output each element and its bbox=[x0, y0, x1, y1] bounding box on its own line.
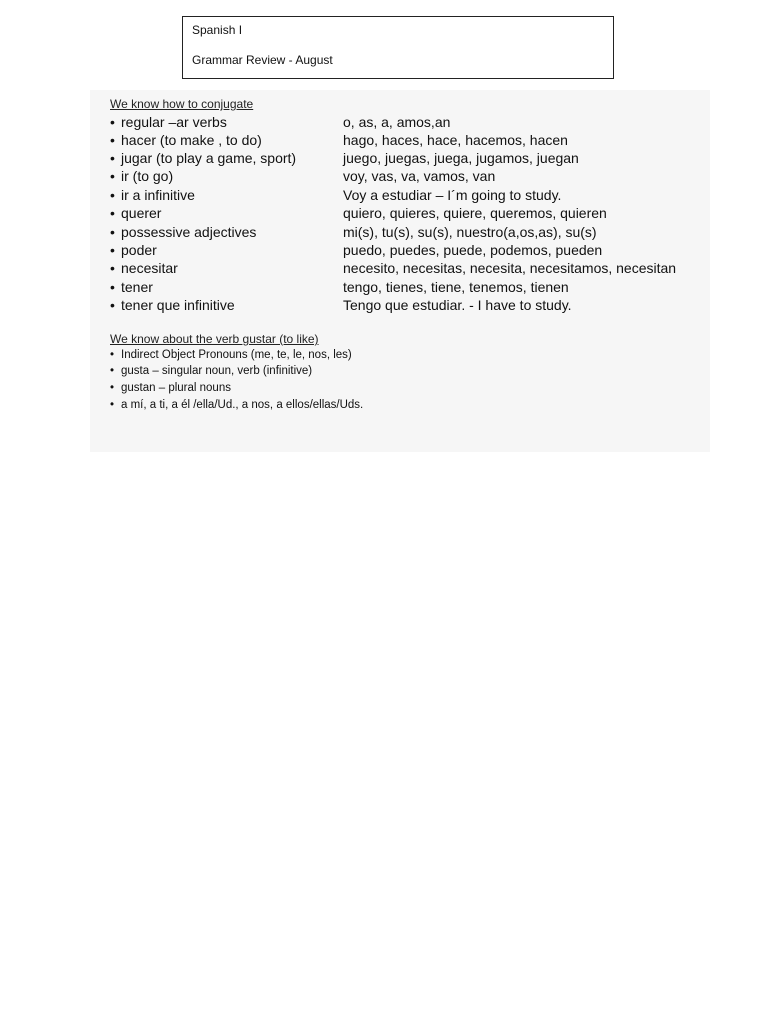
scanned-notes-image: We know how to conjugate • regular –ar verbs o, as, a, amos,an • hacer (to make , to do) hago, haces, hace, hacemos, hacen • jugar (to play a game, sport) juego, juegas, juega, jugamos, juegan • ir (to go) voy, vas, va, vamos, van • ir a infinitive Voy a estudiar – I´m going to study. • querer quiero, quieres, quiere, queremos, quieren • possessive adjectives mi(s), tu(s), su(s), nuestro(a,os,as), su(s) • poder puedo, puedes, puede, podemos, pueden • necesitar necesito, necesitas, necesita, necesitamos, necesitan • tener tengo, tienes, tiene, tenemos, tienen • tener que infinitive Tengo que estudiar. - I have to study. We know about the verb gustar (to like) • Indirect Object Pronouns (me, te, le, nos, les) • gusta – singular noun, verb (infinitive) • gustan – plural nouns • a mí, a ti, a él /ella/Ud., a nos, a ellos/ellas/Uds. bbox=[90, 90, 710, 452]
conjugate-heading: We know how to conjugate bbox=[110, 97, 254, 111]
bullet-icon: • bbox=[110, 224, 115, 240]
bullet-icon: • bbox=[110, 187, 115, 203]
bullet-icon: • bbox=[110, 168, 115, 184]
bullet-icon: • bbox=[110, 150, 115, 166]
course-title: Spanish I bbox=[192, 23, 243, 37]
document-subtitle: Grammar Review - August bbox=[192, 53, 333, 67]
bullet-icon: • bbox=[110, 399, 115, 411]
gustar-heading: We know about the verb gustar (to like) bbox=[110, 332, 319, 346]
header-box bbox=[182, 16, 614, 79]
bullet-icon: • bbox=[110, 382, 115, 394]
bullet-icon: • bbox=[110, 349, 115, 361]
bullet-icon: • bbox=[110, 132, 115, 148]
bullet-icon: • bbox=[110, 365, 115, 377]
bullet-icon: • bbox=[110, 242, 115, 258]
bullet-icon: • bbox=[110, 260, 115, 276]
bullet-icon: • bbox=[110, 297, 115, 313]
bullet-icon: • bbox=[110, 279, 115, 295]
bullet-icon: • bbox=[110, 205, 115, 221]
bullet-icon: • bbox=[110, 114, 115, 130]
